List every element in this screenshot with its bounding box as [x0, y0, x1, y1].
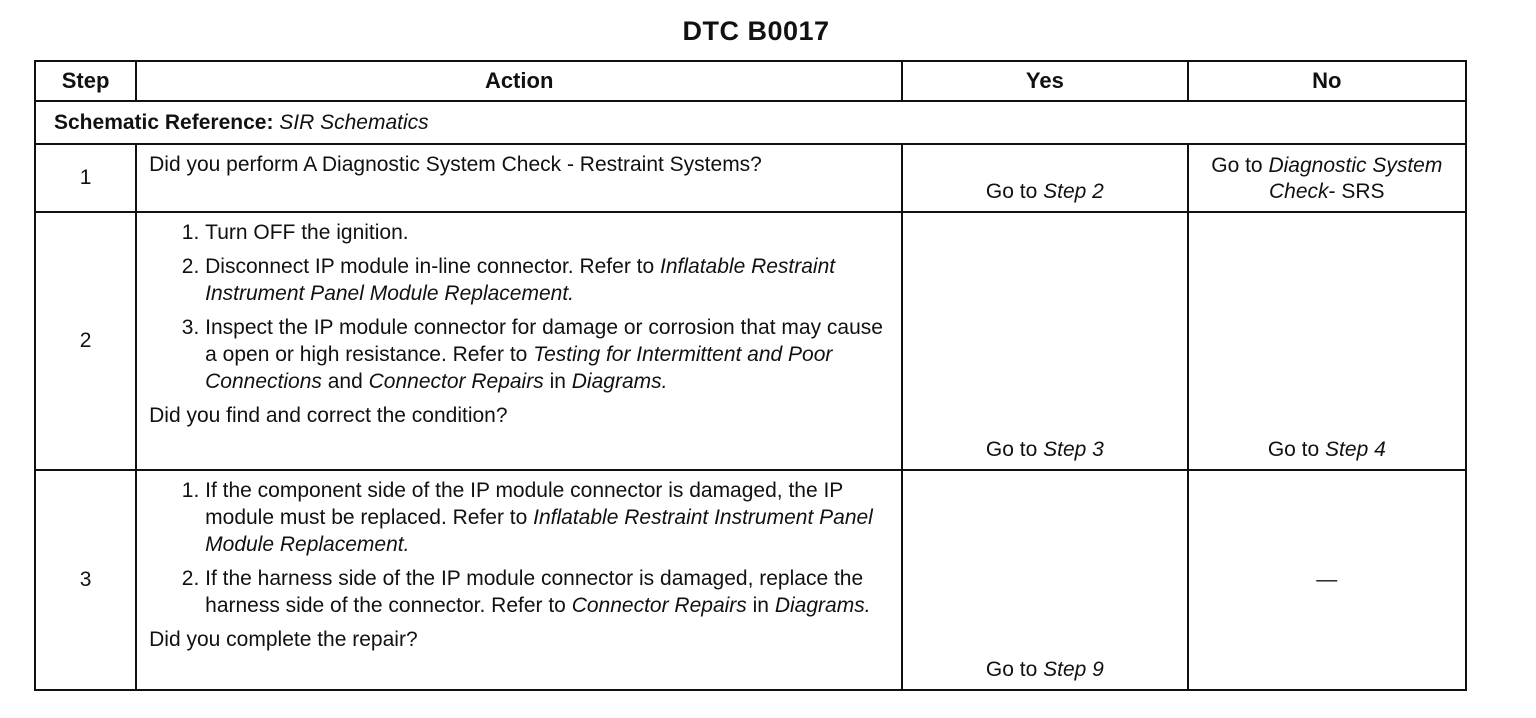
- no-cell: [1188, 470, 1466, 690]
- yes-prefix: Go to: [985, 438, 1038, 461]
- item-text: and: [327, 370, 363, 393]
- no-target: Step 4: [1325, 438, 1386, 461]
- item-text: in: [549, 370, 566, 393]
- action-cell: [136, 470, 902, 690]
- table-row: [35, 212, 1466, 470]
- diagnostic-table: [34, 60, 1467, 691]
- no-target: Diagnostic System Check: [1268, 154, 1443, 203]
- action-list: [149, 477, 889, 619]
- item-text: Disconnect IP module in-line connector. Refer to: [205, 255, 655, 278]
- no-dash: —: [1316, 568, 1338, 591]
- schematic-reference-row: [35, 101, 1466, 144]
- yes-prefix: Go to: [985, 658, 1038, 681]
- step-number: 3: [35, 470, 136, 690]
- item-text: in: [752, 594, 769, 617]
- no-prefix: Go to: [1267, 438, 1320, 461]
- step-question: Did you perform A Diagnostic System Check - Restraint Systems?: [149, 153, 762, 176]
- header-action: Action: [136, 61, 902, 101]
- schematic-reference-label: Schematic Reference:: [54, 110, 274, 134]
- table-row: [35, 144, 1466, 212]
- item-reference: Connector Repairs: [368, 370, 544, 393]
- step-number: 1: [35, 144, 136, 212]
- item-reference: Inflatable Restraint Instrument Panel Module Replacement.: [205, 506, 873, 556]
- yes-target: Step 2: [1043, 180, 1104, 203]
- yes-target: Step 9: [1043, 658, 1104, 681]
- yes-cell: [902, 470, 1187, 690]
- item-text: If the harness side of the IP module connector is damaged, replace the harness side of the connector. Refer to: [205, 567, 864, 617]
- no-suffix: - SRS: [1328, 180, 1385, 203]
- step-number: 2: [35, 212, 136, 470]
- list-item: [205, 219, 889, 246]
- header-step: Step: [35, 61, 136, 101]
- item-text: Turn OFF the ignition.: [205, 221, 409, 244]
- item-reference: Inflatable Restraint Instrument Panel Module Replacement.: [205, 255, 836, 305]
- page-title: DTC B0017: [682, 16, 830, 46]
- item-text: Inspect the IP module connector for damage or corrosion that may cause a open or high resistance. Refer to: [205, 316, 883, 366]
- yes-prefix: Go to: [985, 180, 1038, 203]
- step-question: Did you complete the repair?: [149, 628, 418, 651]
- item-reference: Connector Repairs: [571, 594, 747, 617]
- list-item: [205, 477, 889, 558]
- action-cell: [136, 144, 902, 212]
- yes-target: Step 3: [1043, 438, 1104, 461]
- item-reference: Testing for Intermittent and Poor Connections: [205, 343, 833, 393]
- item-text: If the component side of the IP module connector is damaged, the IP module must be replaced. Refer to: [205, 479, 843, 529]
- action-list: [149, 219, 889, 395]
- item-reference: Diagrams.: [571, 370, 668, 393]
- yes-cell: [902, 144, 1187, 212]
- header-yes: Yes: [902, 61, 1187, 101]
- action-cell: [136, 212, 902, 470]
- schematic-reference-value: SIR Schematics: [279, 110, 429, 134]
- list-item: [205, 253, 889, 307]
- no-cell: [1188, 144, 1466, 212]
- no-cell: [1188, 212, 1466, 470]
- table-row: [35, 470, 1466, 690]
- list-item: [205, 565, 889, 619]
- list-item: [205, 314, 889, 395]
- yes-cell: [902, 212, 1187, 470]
- schematic-reference: [35, 101, 1466, 144]
- item-reference: Diagrams.: [774, 594, 871, 617]
- step-question: Did you find and correct the condition?: [149, 404, 508, 427]
- header-row: [35, 61, 1466, 101]
- header-no: No: [1188, 61, 1466, 101]
- no-prefix: Go to: [1211, 154, 1263, 177]
